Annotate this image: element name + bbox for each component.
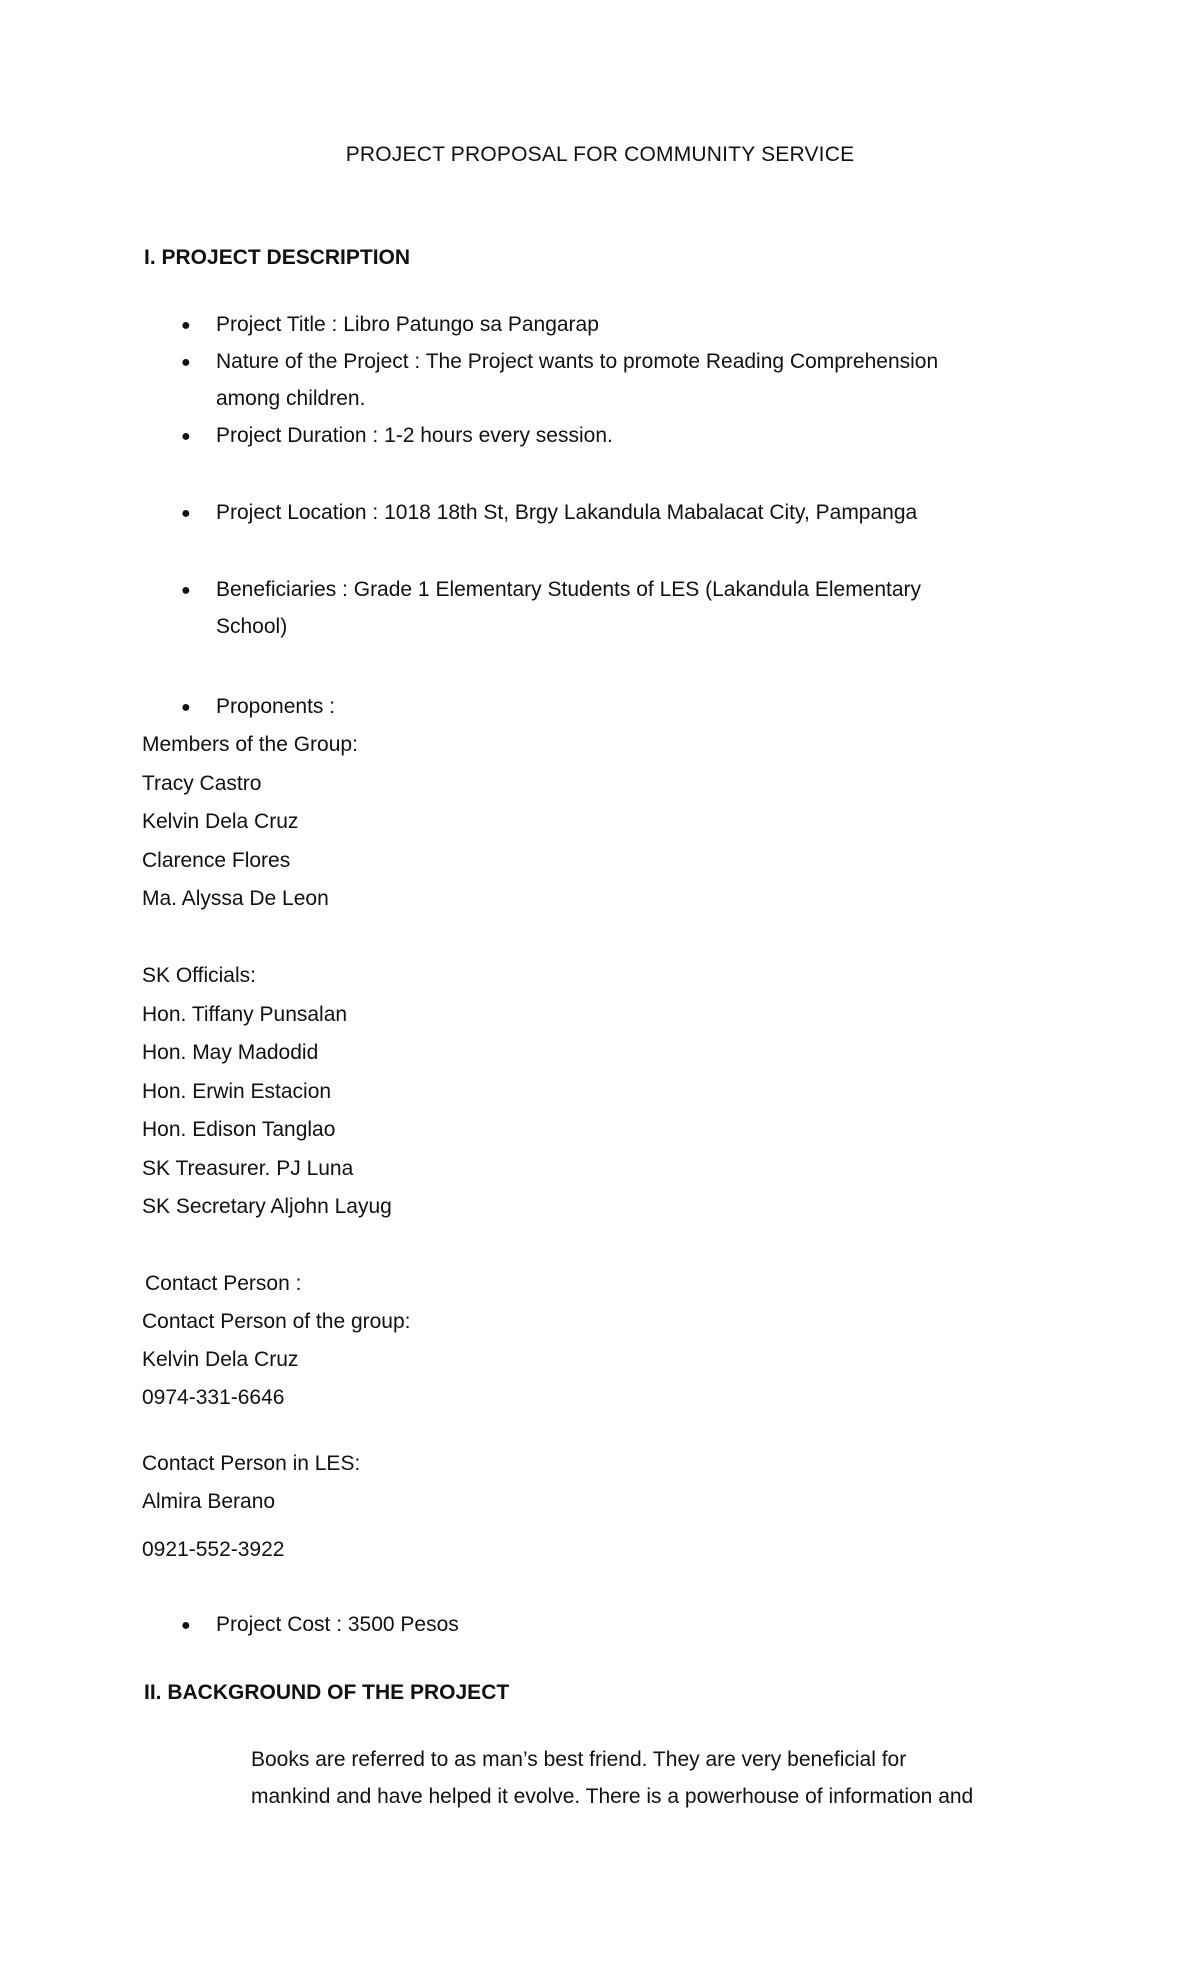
sk-official-name: SK Secretary Aljohn Layug — [142, 1195, 392, 1218]
proponents-line: Proponents : — [216, 695, 336, 718]
bullet-icon: ● — [181, 317, 191, 334]
project-title-line: Project Title : Libro Patungo sa Pangarap — [216, 313, 599, 336]
beneficiaries-line-cont: School) — [216, 615, 288, 638]
section-heading-project-description: I. PROJECT DESCRIPTION — [144, 246, 411, 269]
bullet-icon: ● — [181, 1617, 191, 1634]
sk-official-name: Hon. Edison Tanglao — [142, 1118, 336, 1141]
document-title: PROJECT PROPOSAL FOR COMMUNITY SERVICE — [345, 143, 855, 166]
member-name: Tracy Castro — [142, 772, 262, 795]
sk-official-name: Hon. May Madodid — [142, 1041, 319, 1064]
project-nature-line: Nature of the Project : The Project wants to promote Reading Comprehension — [216, 350, 939, 373]
contact-group-phone: 0974-331-6646 — [142, 1386, 285, 1409]
bullet-icon: ● — [181, 699, 191, 716]
contact-les-phone: 0921-552-3922 — [142, 1538, 285, 1561]
bullet-icon: ● — [181, 354, 191, 371]
project-duration-line: Project Duration : 1-2 hours every session. — [216, 424, 613, 447]
bullet-icon: ● — [181, 428, 191, 445]
contact-group-heading: Contact Person of the group: — [142, 1310, 411, 1333]
member-name: Kelvin Dela Cruz — [142, 810, 299, 833]
bullet-icon: ● — [181, 582, 191, 599]
beneficiaries-line: Beneficiaries : Grade 1 Elementary Students of LES (Lakandula Elementary — [216, 578, 922, 601]
background-paragraph-line: mankind and have helped it evolve. There is a powerhouse of information and — [251, 1785, 974, 1808]
bullet-icon: ● — [181, 505, 191, 522]
contact-les-name: Almira Berano — [142, 1490, 276, 1513]
project-location-line: Project Location : 1018 18th St, Brgy Lakandula Mabalacat City, Pampanga — [216, 501, 918, 524]
sk-officials-heading: SK Officials: — [142, 964, 256, 987]
contact-person-label: Contact Person : — [145, 1272, 302, 1295]
contact-group-name: Kelvin Dela Cruz — [142, 1348, 299, 1371]
sk-official-name: SK Treasurer. PJ Luna — [142, 1157, 354, 1180]
background-paragraph-line: Books are referred to as man’s best friend. They are very beneficial for — [251, 1748, 907, 1771]
section-heading-background: II. BACKGROUND OF THE PROJECT — [144, 1681, 510, 1704]
member-name: Clarence Flores — [142, 849, 291, 872]
sk-official-name: Hon. Tiffany Punsalan — [142, 1003, 348, 1026]
contact-les-heading: Contact Person in LES: — [142, 1452, 361, 1475]
members-heading: Members of the Group: — [142, 733, 358, 756]
project-cost-line: Project Cost : 3500 Pesos — [216, 1613, 459, 1636]
member-name: Ma. Alyssa De Leon — [142, 887, 329, 910]
project-nature-line-cont: among children. — [216, 387, 366, 410]
sk-official-name: Hon. Erwin Estacion — [142, 1080, 332, 1103]
